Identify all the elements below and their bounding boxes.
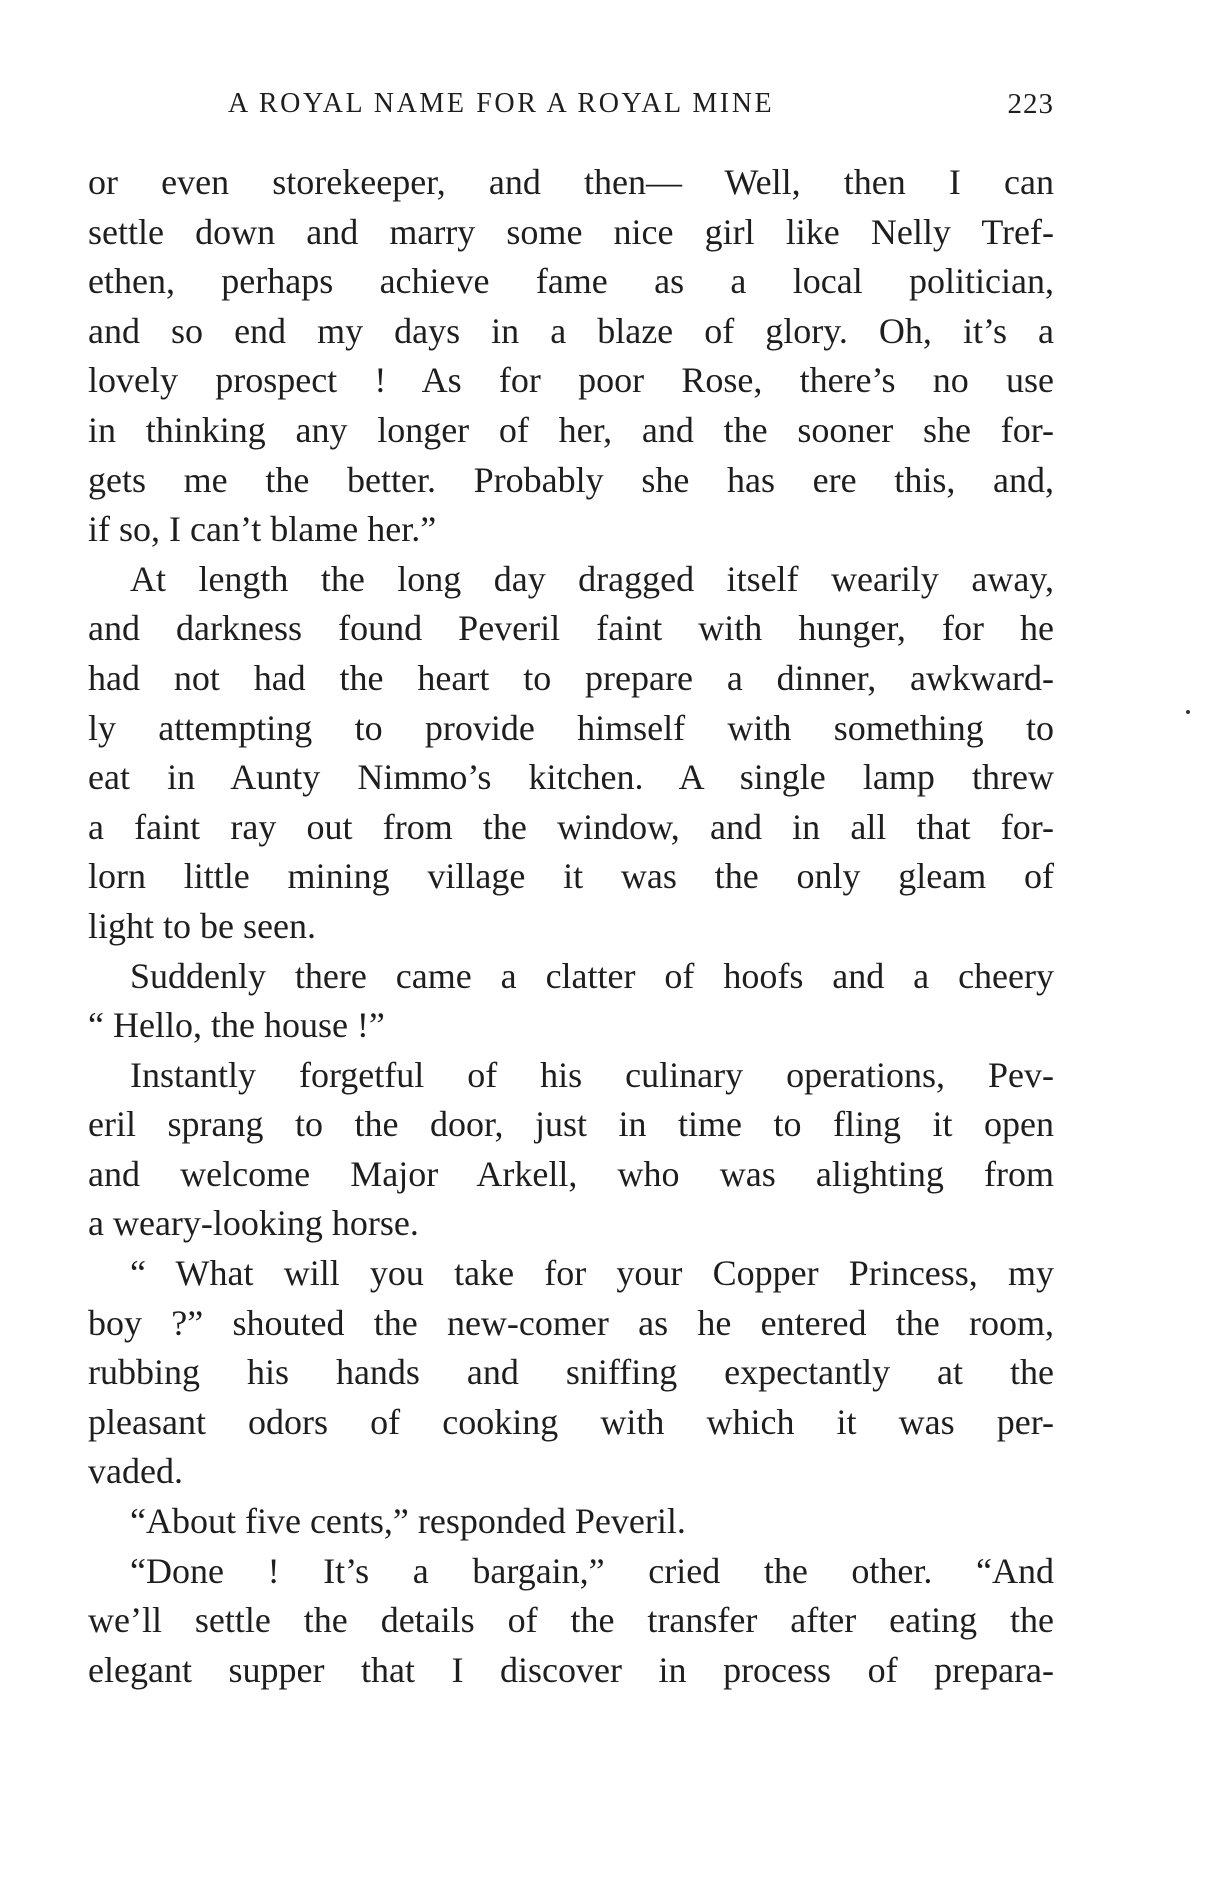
text-line: rubbing his hands and sniffing expectantly at the bbox=[88, 1352, 1054, 1393]
text-line: eril sprang to the door, just in time to fling it open bbox=[88, 1104, 1054, 1145]
text-line: in thinking any longer of her, and the sooner she for- bbox=[88, 409, 1054, 450]
text-line: eat in Aunty Nimmo’s kitchen. A single lamp threw bbox=[88, 757, 1054, 798]
text-line: a faint ray out from the window, and in all that for- bbox=[88, 806, 1054, 847]
text-line: or even storekeeper, and then— Well, then I can bbox=[88, 162, 1054, 202]
text-line: elegant supper that I discover in process of prepara- bbox=[88, 1649, 1054, 1690]
text-line: ly attempting to provide himself with something to bbox=[88, 707, 1054, 748]
text-line: and so end my days in a blaze of glory. Oh, it’s a bbox=[88, 310, 1054, 351]
body-text bbox=[88, 158, 1054, 1695]
text-line: and welcome Major Arkell, who was alighting from bbox=[88, 1153, 1054, 1194]
paragraph-start-line: “Done ! It’s a bargain,” cried the other. “And bbox=[130, 1550, 1054, 1591]
paragraph-end-line: light to be seen. bbox=[88, 905, 316, 946]
running-title: A ROYAL NAME FOR A ROYAL MINE bbox=[228, 88, 775, 119]
text-line: we’ll settle the details of the transfer after eating the bbox=[88, 1600, 1054, 1641]
text-line: ethen, perhaps achieve fame as a local politician, bbox=[88, 261, 1054, 302]
paragraph-start-line: “ What will you take for your Copper Princess, my bbox=[130, 1253, 1054, 1294]
text-line: and darkness found Peveril faint with hunger, for he bbox=[88, 608, 1054, 649]
margin-speck bbox=[1186, 710, 1190, 714]
text-line: lovely prospect ! As for poor Rose, there’s no use bbox=[88, 360, 1054, 401]
paragraph-line: “About five cents,” responded Peveril. bbox=[130, 1501, 686, 1542]
paragraph-end-line: a weary-looking horse. bbox=[88, 1203, 419, 1244]
paragraph-end-line: vaded. bbox=[88, 1451, 183, 1492]
text-line: boy ?” shouted the new-comer as he entered the room, bbox=[88, 1302, 1054, 1343]
paragraph-start-line: At length the long day dragged itself wearily away, bbox=[130, 558, 1054, 599]
text-line: settle down and marry some nice girl like Nelly Tref- bbox=[88, 211, 1054, 252]
page-number: 223 bbox=[1007, 88, 1054, 120]
paragraph-end-line: “ Hello, the house !” bbox=[88, 1005, 385, 1046]
text-line: lorn little mining village it was the only gleam of bbox=[88, 856, 1054, 897]
paragraph-start-line: Suddenly there came a clatter of hoofs and a cheery bbox=[130, 955, 1054, 996]
text-line: pleasant odors of cooking with which it was per- bbox=[88, 1401, 1054, 1442]
paragraph-start-line: Instantly forgetful of his culinary operations, Pev- bbox=[130, 1054, 1054, 1095]
text-line: gets me the better. Probably she has ere this, and, bbox=[88, 459, 1054, 500]
text-line: had not had the heart to prepare a dinner, awkward- bbox=[88, 657, 1054, 698]
running-head bbox=[88, 88, 1054, 128]
paragraph-end-line: if so, I can’t blame her.” bbox=[88, 509, 437, 550]
